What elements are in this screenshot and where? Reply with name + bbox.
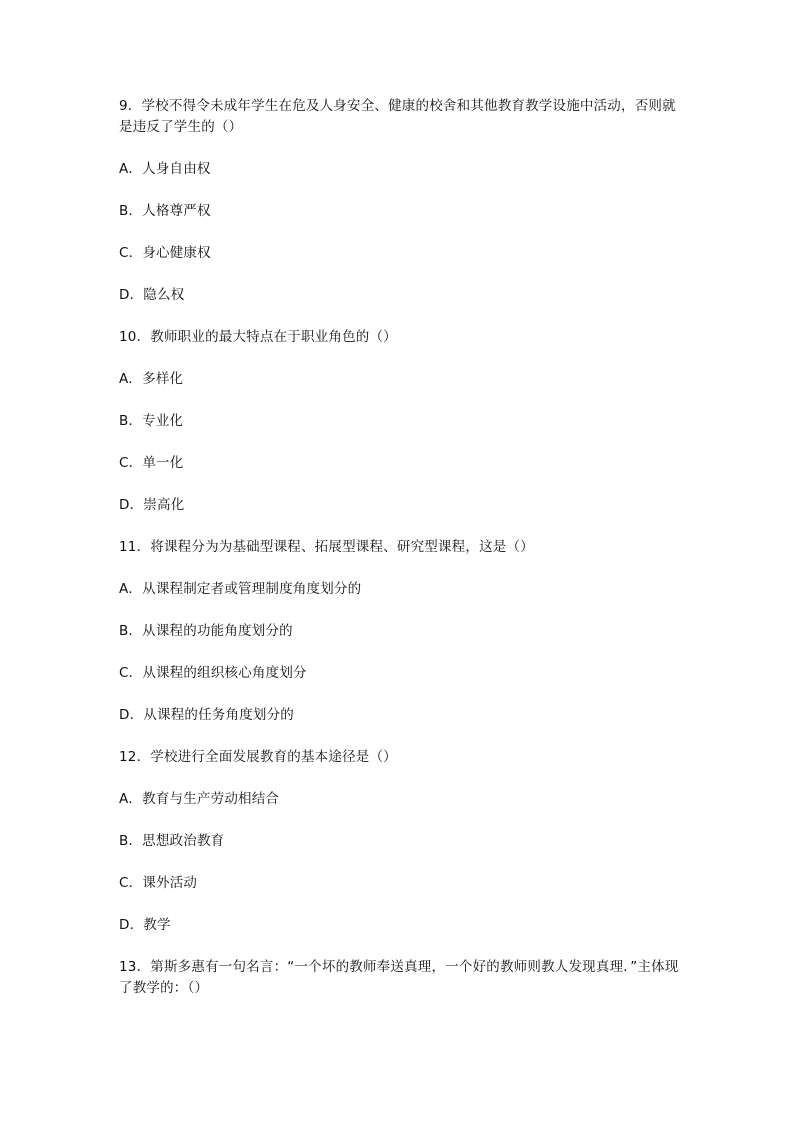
question-9-option-d: D．隐么权 bbox=[119, 287, 185, 303]
question-10-option-d: D．崇高化 bbox=[119, 497, 185, 513]
question-12-option-c: C．课外活动 bbox=[119, 875, 198, 891]
question-13-stem: 13．第斯多惠有一句名言：“一个坏的教师奉送真理，一个好的教师则教人发现真理．”主体现了教学的：（） bbox=[119, 959, 679, 996]
question-12-option-b: B．思想政治教育 bbox=[119, 833, 225, 849]
question-12-stem: 12．学校进行全面发展教育的基本途径是（） bbox=[119, 749, 397, 765]
question-11-option-a: A．从课程制定者或管理制度角度划分的 bbox=[119, 581, 362, 597]
question-12-option-d: D．教学 bbox=[119, 917, 171, 933]
question-11-stem: 11．将课程分为为基础型课程、拓展型课程、研究型课程，这是（） bbox=[119, 539, 534, 555]
question-9-option-c: C．身心健康权 bbox=[119, 245, 211, 261]
question-12-option-a: A．教育与生产劳动相结合 bbox=[119, 791, 280, 807]
question-9-stem: 9．学校不得令未成年学生在危及人身安全、健康的校舍和其他教育教学设施中活动，否则就是违反了学生的（） bbox=[119, 98, 676, 135]
question-11-option-c: C．从课程的组织核心角度划分 bbox=[119, 665, 307, 681]
question-10-option-a: A．多样化 bbox=[119, 371, 184, 387]
question-list bbox=[119, 96, 679, 1020]
question-9-option-a: A．人身自由权 bbox=[119, 161, 211, 177]
question-10-stem: 10．教师职业的最大特点在于职业角色的（） bbox=[119, 329, 397, 345]
question-11-option-d: D．从课程的任务角度划分的 bbox=[119, 707, 294, 723]
question-9-option-b: B．人格尊严权 bbox=[119, 203, 211, 219]
question-10-option-c: C．单一化 bbox=[119, 455, 184, 471]
question-11-option-b: B．从课程的功能角度划分的 bbox=[119, 623, 293, 639]
question-10-option-b: B．专业化 bbox=[119, 413, 184, 429]
